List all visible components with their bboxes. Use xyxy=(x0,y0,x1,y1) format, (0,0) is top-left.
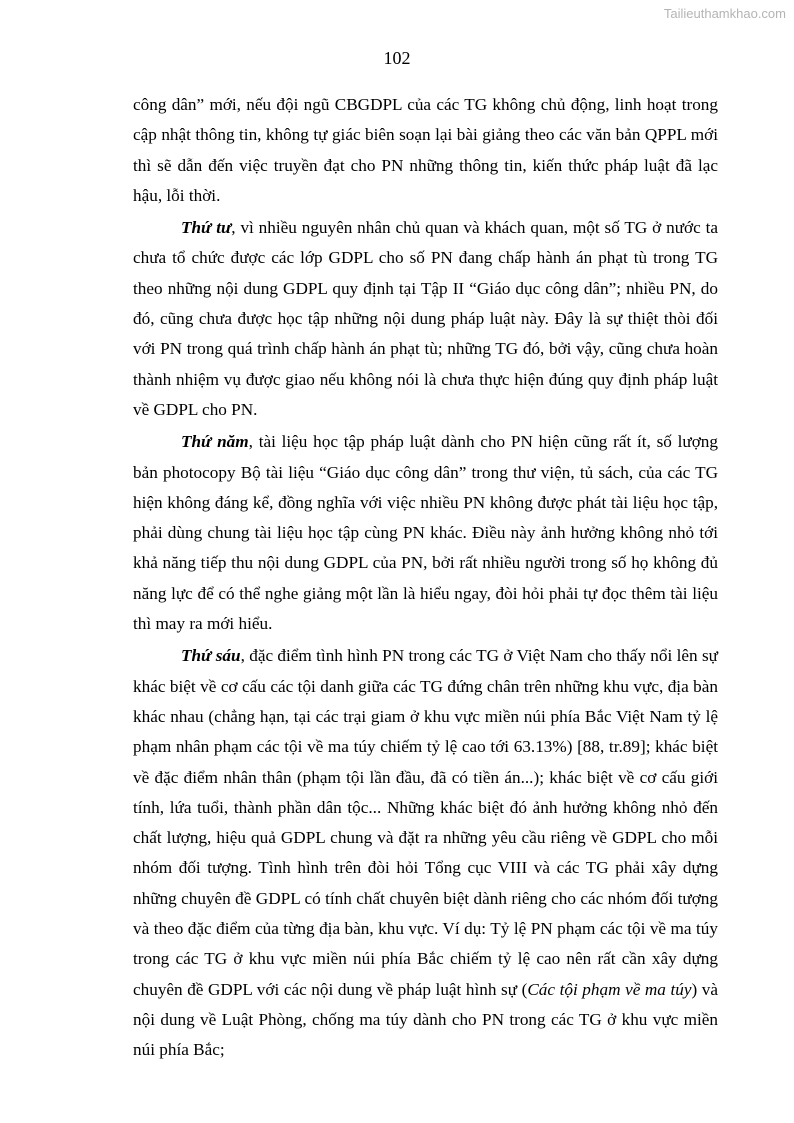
italic-phrase: Các tội phạm về ma túy xyxy=(527,979,692,999)
page-number: 102 xyxy=(383,48,411,68)
paragraph-thu-nam xyxy=(133,427,718,639)
paragraph-thu-sau xyxy=(133,641,718,1065)
paragraph-lead: Thứ năm xyxy=(181,432,249,452)
paragraph-continuation xyxy=(133,90,718,211)
paragraph-text: , đặc điểm tình hình PN trong các TG ở Việt Nam cho thấy nổi lên sự khác biệt về cơ cấu các tội danh giữa các TG đứng chân trên những khu vực, địa bàn khác nhau (chẳng hạn, tại các trại giam ở khu vực miền núi phía Bắc Việt Nam tỷ lệ phạm nhân phạm các tội về ma túy chiếm tỷ lệ cao tới 63.13%) [88, tr.89]; khác biệt về đặc điểm nhân thân (phạm tội lần đầu, đã có tiền án...); khác biệt về cơ cấu giới tính, lứa tuổi, thành phần dân tộc... Những khác biệt đó ảnh hưởng không nhỏ đến chất lượng, hiệu quả GDPL chung và đặt ra những yêu cầu riêng về GDPL cho mỗi nhóm đối tượng. Tình hình trên đòi hỏi Tổng cục VIII và các TG phải xây dựng những chuyên đề GDPL có tính chất chuyên biệt dành riêng cho các nhóm đối tượng và theo đặc điểm của từng địa bàn, khu vực. Ví dụ: Tỷ lệ PN phạm các tội về ma túy trong các TG ở khu vực miền núi phía Bắc chiếm tỷ lệ cao nên rất cần xây dựng chuyên đề GDPL với các nội dung về pháp luật hình sự ( xyxy=(133,646,718,999)
paragraph-text: công dân” mới, nếu đội ngũ CBGDPL của các TG không chủ động, linh hoạt trong cập nhật thông tin, không tự giác biên soạn lại bài giảng theo các văn bản QPPL mới thì sẽ dẫn đến việc truyền đạt cho PN những thông tin, kiến thức pháp luật đã lạc hậu, lỗi thời. xyxy=(133,95,718,205)
paragraph-lead: Thứ tư xyxy=(181,218,232,238)
paragraph-text: , tài liệu học tập pháp luật dành cho PN hiện cũng rất ít, số lượng bản photocopy Bộ tài liệu “Giáo dục công dân” trong thư viện, tủ sách, của các TG hiện không đáng kể, đồng nghĩa với việc nhiều PN không được phát tài liệu học tập, phải dùng chung tài liệu học tập cùng PN khác. Điều này ảnh hưởng không nhỏ tới khả năng tiếp thu nội dung GDPL của PN, bởi rất nhiều người trong số họ không đủ năng lực để có thể nghe giảng một lần là hiểu ngay, đòi hỏi phải tự đọc thêm tài liệu thì may ra mới hiểu. xyxy=(133,432,718,634)
paragraph-text: , vì nhiều nguyên nhân chủ quan và khách quan, một số TG ở nước ta chưa tổ chức được các lớp GDPL cho số PN đang chấp hành án phạt tù trong TG theo những nội dung GDPL quy định tại Tập II “Giáo dục công dân”; nhiều PN, do đó, cũng chưa được học tập những nội dung pháp luật này. Đây là sự thiệt thòi đối với PN trong quá trình chấp hành án phạt tù; những TG đó, bởi vậy, cũng chưa hoàn thành nhiệm vụ được giao nếu không nói là chưa thực hiện đúng quy định pháp luật về GDPL cho PN. xyxy=(133,218,718,419)
paragraph-thu-tu xyxy=(133,213,718,425)
paragraph-lead: Thứ sáu xyxy=(181,646,241,666)
watermark: Tailieuthamkhao.com xyxy=(663,6,786,21)
document-body xyxy=(133,90,718,1068)
paragraph-text-end: ) và nội dung về Luật Phòng, chống ma túy dành cho PN trong các TG ở khu vực miền núi phía Bắc; xyxy=(133,979,718,1060)
